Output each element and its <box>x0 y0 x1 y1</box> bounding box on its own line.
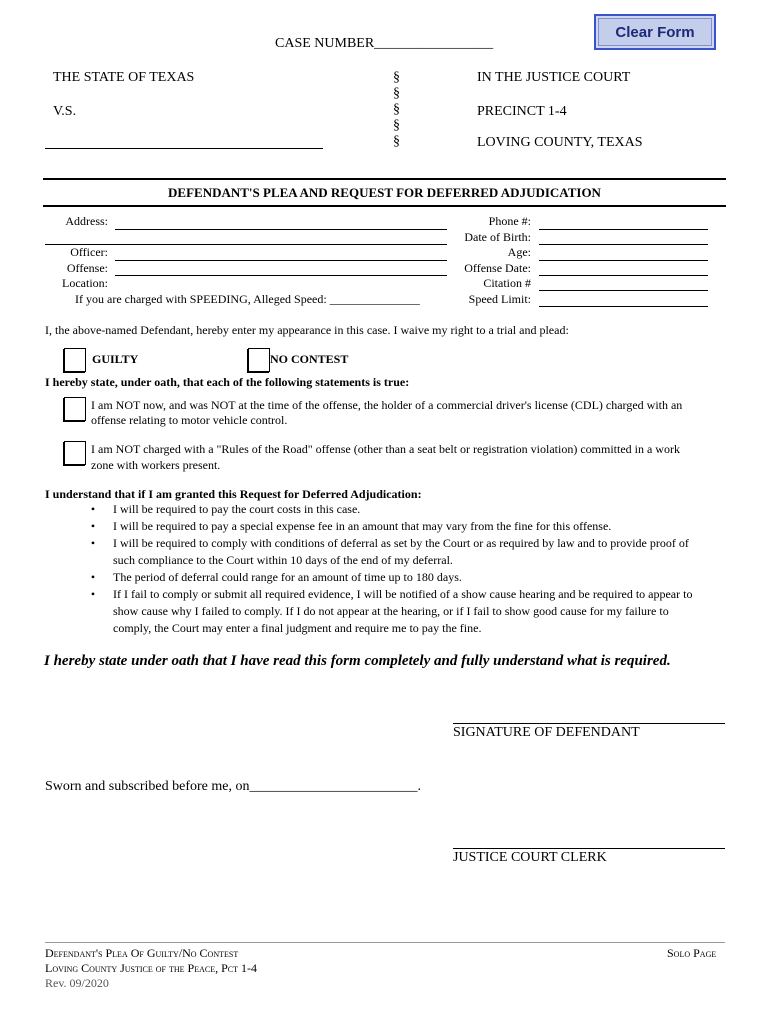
cdl-statement-line1: I am NOT now, and was NOT at the time of the offense, the holder of a commercial driver's license (CDL) charged with an <box>91 398 683 412</box>
case-number: CASE NUMBER_________________ <box>275 36 494 51</box>
no-contest-label: NO CONTEST <box>270 352 349 366</box>
footer-form-title: Defendant's Plea Of Guilty/No Contest <box>45 946 239 960</box>
clear-form-button[interactable] <box>594 14 716 50</box>
plea-intro: I, the above-named Defendant, hereby enter my appearance in this case. I waive my right to a trial and plead: <box>45 323 569 337</box>
clerk-signature-line[interactable] <box>453 848 725 849</box>
versus: V.S. <box>53 104 77 119</box>
section-symbol: § <box>393 134 400 149</box>
understand-item-4: The period of deferral could range for an amount of time up to 180 days. <box>113 570 462 584</box>
citation-label: Citation # <box>483 276 531 290</box>
bullet: • <box>90 519 96 533</box>
road-statement-line1: I am NOT charged with a "Rules of the Road" offense (other than a seat belt or registration violation) committed in a work <box>91 442 680 456</box>
signature-label: SIGNATURE OF DEFENDANT <box>453 725 640 740</box>
footer-divider <box>45 942 725 943</box>
defendant-name-line[interactable] <box>45 148 323 149</box>
offense-date-field[interactable] <box>539 275 708 276</box>
bullet: • <box>90 536 96 550</box>
address-field[interactable] <box>115 229 447 230</box>
understand-item-2: I will be required to pay a special expense fee in an amount that may vary from the fine for this offense. <box>113 519 612 533</box>
location-label: Location: <box>62 276 108 290</box>
section-symbol: § <box>393 118 400 133</box>
county: LOVING COUNTY, TEXAS <box>477 135 643 150</box>
speed-limit-field[interactable] <box>539 306 708 307</box>
state-of-texas: THE STATE OF TEXAS <box>53 70 195 85</box>
defendant-signature-line[interactable] <box>453 723 725 724</box>
rules-of-road-checkbox[interactable] <box>64 441 86 465</box>
clerk-label: JUSTICE COURT CLERK <box>453 850 607 865</box>
understand-item-5-cont2: comply, the Court may enter a final judgment and require me to pay the fine. <box>113 621 482 635</box>
clear-form-label: Clear Form <box>598 18 712 46</box>
no-contest-checkbox[interactable] <box>248 348 270 372</box>
bullet: • <box>90 570 96 584</box>
understand-item-5-cont: show cause why I failed to comply. If I do not appear at the hearing, or if I fail to show good cause for my failure to <box>113 604 669 618</box>
alleged-speed[interactable]: If you are charged with SPEEDING, Alleged Speed: _______________ <box>75 292 420 306</box>
understand-heading: I understand that if I am granted this Request for Deferred Adjudication: <box>45 487 422 501</box>
speed-limit-label: Speed Limit: <box>468 292 531 306</box>
road-statement-line2: zone with workers present. <box>91 458 221 472</box>
guilty-checkbox[interactable] <box>64 348 86 372</box>
bullet: • <box>90 587 96 601</box>
form-title-box <box>43 178 726 207</box>
court-name: IN THE JUSTICE COURT <box>477 70 631 85</box>
offense-date-label: Offense Date: <box>464 261 531 275</box>
offense-field[interactable] <box>115 275 447 276</box>
age-label: Age: <box>507 245 531 259</box>
cdl-checkbox[interactable] <box>64 397 86 421</box>
officer-label: Officer: <box>70 245 108 259</box>
dob-label: Date of Birth: <box>464 230 531 244</box>
cdl-statement-line2: offense relating to motor vehicle control. <box>91 413 288 427</box>
understand-item-3: I will be required to comply with conditions of deferral as set by the Court or as required by law and to provide proof of <box>113 536 689 550</box>
precinct: PRECINCT 1-4 <box>477 104 567 119</box>
citation-field[interactable] <box>539 290 708 291</box>
understand-item-3-cont: such compliance to the Court within 10 days of the end of my deferral. <box>113 553 453 567</box>
bullet: • <box>90 502 96 516</box>
footer-page: Solo Page <box>667 946 717 960</box>
section-symbols <box>393 70 400 150</box>
section-symbol: § <box>393 86 400 101</box>
section-symbol: § <box>393 102 400 117</box>
oath-heading: I hereby state, under oath, that each of the following statements is true: <box>45 375 410 389</box>
officer-field[interactable] <box>115 260 447 261</box>
dob-field[interactable] <box>539 244 708 245</box>
sworn-statement[interactable]: Sworn and subscribed before me, on________________________. <box>45 779 422 794</box>
offense-label: Offense: <box>66 261 108 275</box>
guilty-label: GUILTY <box>92 352 139 366</box>
age-field[interactable] <box>539 260 708 261</box>
footer-court: Loving County Justice of the Peace, Pct 1-4 <box>45 961 258 975</box>
phone-field[interactable] <box>539 229 708 230</box>
understand-item-5: If I fail to comply or submit all required evidence, I will be notified of a show cause hearing and be required to appear to <box>113 587 693 601</box>
understand-item-1: I will be required to pay the court costs in this case. <box>113 502 361 516</box>
phone-label: Phone #: <box>488 214 531 228</box>
address-label: Address: <box>65 214 108 228</box>
oath-statement: I hereby state under oath that I have read this form completely and fully understand what is required. <box>44 653 671 669</box>
form-title: DEFENDANT'S PLEA AND REQUEST FOR DEFERRED ADJUDICATION <box>168 185 601 200</box>
section-symbol: § <box>393 70 400 85</box>
footer-revision: Rev. 09/2020 <box>45 976 109 990</box>
